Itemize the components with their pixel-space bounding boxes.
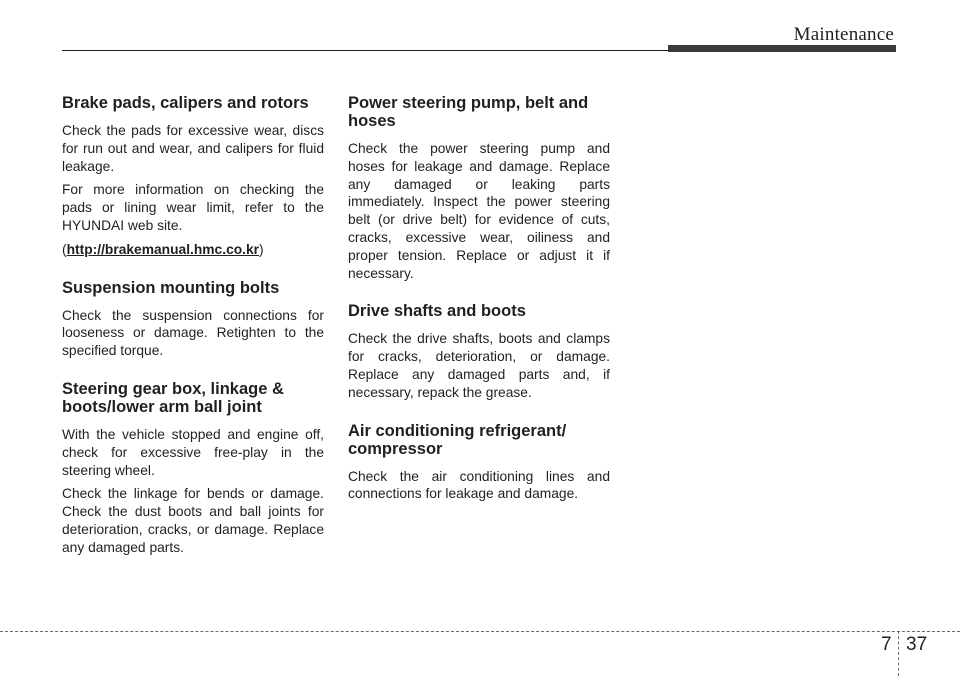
link-open-paren: (: [62, 241, 67, 257]
link-paragraph: [62, 241, 324, 259]
paragraph: Check the drive shafts, boots and clamps for cracks, deterioration, or damage. Replace any damaged parts and, if necessary, repack the grease.: [348, 331, 610, 400]
page-number: 37: [906, 634, 928, 655]
section-heading: Drive shafts and boots: [348, 302, 526, 321]
left-column: [62, 94, 324, 577]
section-heading: Steering gear box, linkage & boots/lower arm ball joint: [62, 379, 284, 416]
paragraph: With the vehicle stopped and engine off, check for excessive free-play in the steering wheel.: [62, 426, 324, 478]
header-rule-thick: [668, 45, 896, 52]
section-heading: Brake pads, calipers and rotors: [62, 94, 309, 112]
paragraph: Check the power steering pump and hoses for leakage and damage. Replace any damaged or leaking parts immediately. Inspect the power steering belt (or drive belt) for evidence of cuts, cracks, excessive wear, oiliness and proper tension. Replace or adjust it if necessary.: [348, 141, 610, 281]
brake-manual-link[interactable]: http://brakemanual.hmc.co.kr: [66, 241, 260, 257]
footer-rule: [0, 631, 960, 632]
chapter-number: 7: [881, 634, 892, 655]
paragraph: Check the linkage for bends or damage. Check the dust boots and ball joints for deterioration, cracks, or damage. Replace any damaged parts.: [62, 486, 324, 555]
paragraph: Check the pads for excessive wear, discs for run out and wear, and calipers for fluid leakage.: [62, 123, 324, 174]
page-header-title: Maintenance: [793, 24, 894, 45]
section-heading: Power steering pump, belt and hoses: [348, 94, 589, 130]
section-suspension: [62, 279, 324, 360]
paragraph: Check the air conditioning lines and connections for leakage and damage.: [348, 468, 610, 502]
page-number-divider: [898, 631, 899, 676]
section-heading: Air conditioning refrigerant/ compressor: [348, 421, 567, 458]
section-air-conditioning: [348, 422, 610, 504]
section-steering-gear: [62, 380, 324, 557]
paragraph: Check the suspension connections for looseness or damage. Retighten to the specified torque.: [62, 307, 324, 359]
section-brake-pads: [62, 94, 324, 259]
right-column: [348, 94, 610, 523]
section-drive-shafts: [348, 302, 610, 401]
link-close-paren: ): [259, 241, 264, 257]
header-rule-thin: [62, 50, 672, 51]
section-power-steering: [348, 94, 610, 282]
paragraph: For more information on checking the pads or lining wear limit, refer to the HYUNDAI web site.: [62, 182, 324, 233]
section-heading: Suspension mounting bolts: [62, 278, 280, 297]
